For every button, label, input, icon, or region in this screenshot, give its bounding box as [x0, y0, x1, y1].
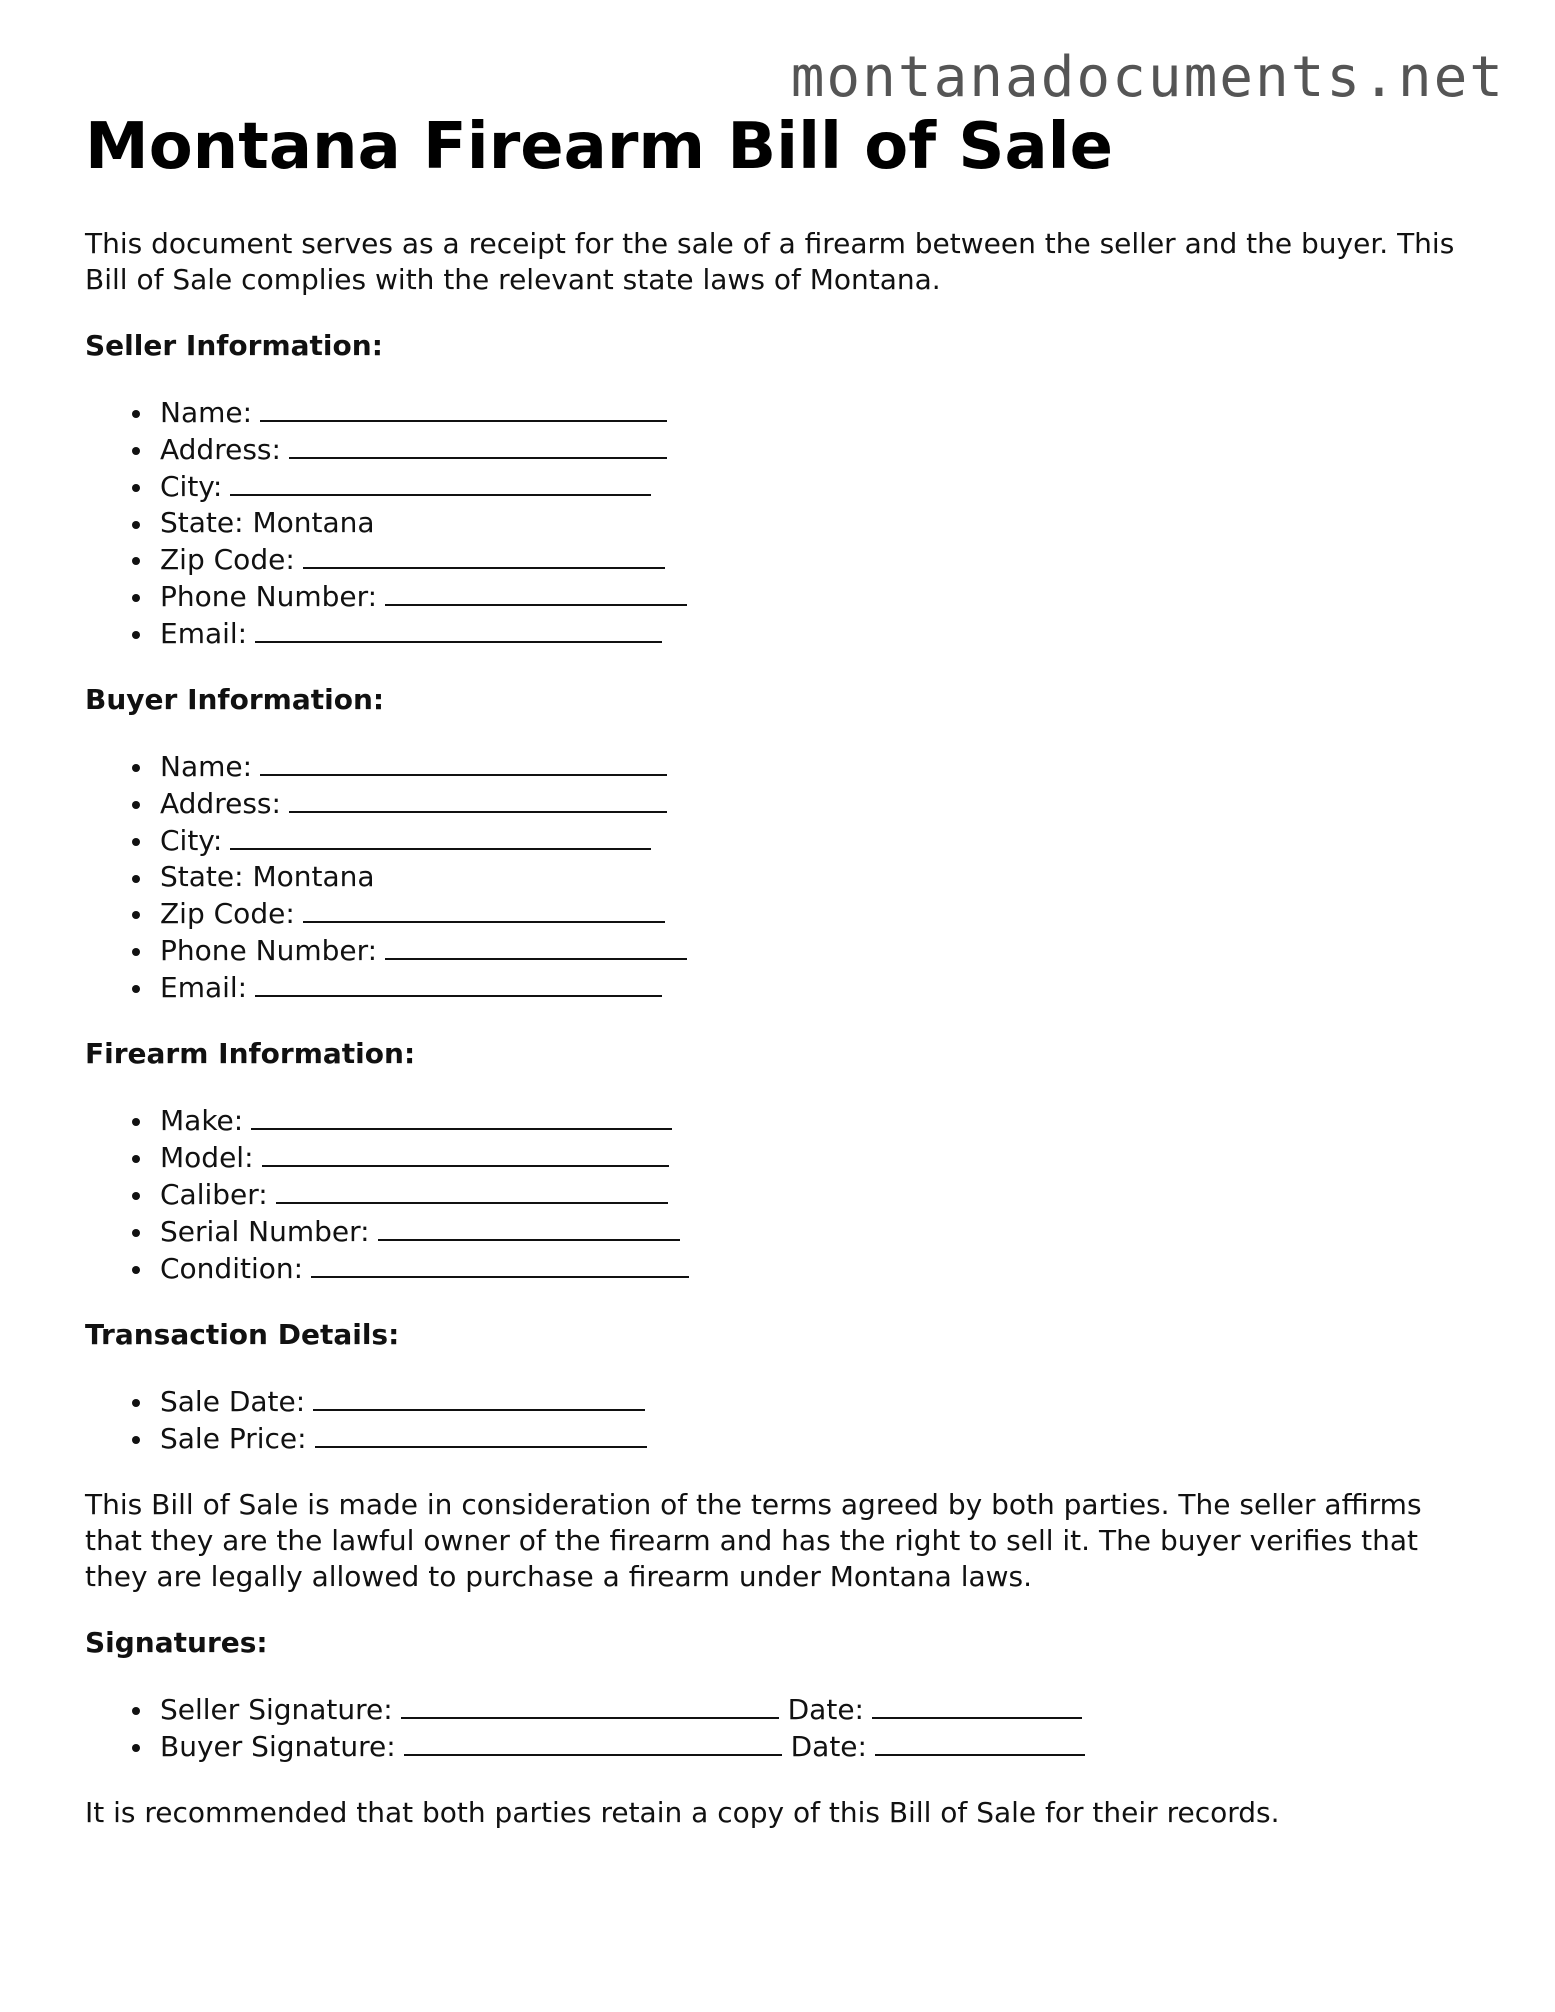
buyer-name-field[interactable] — [260, 748, 667, 776]
seller-state-item — [160, 505, 1485, 541]
buyer-signature-item — [160, 1728, 1485, 1765]
seller-email-item — [160, 615, 1485, 652]
buyer-date-field[interactable] — [875, 1728, 1085, 1756]
firearm-model-item — [160, 1139, 1485, 1176]
document-body — [85, 108, 1485, 1831]
firearm-condition-field[interactable] — [311, 1250, 689, 1278]
seller-zip-item — [160, 541, 1485, 578]
buyer-email-item — [160, 969, 1485, 1006]
seller-state-label: State: Montana — [160, 506, 375, 539]
firearm-condition-label: Condition: — [160, 1252, 304, 1285]
transaction-list — [85, 1383, 1485, 1457]
firearm-caliber-item — [160, 1176, 1485, 1213]
seller-address-label: Address: — [160, 433, 281, 466]
sale-date-item — [160, 1383, 1485, 1420]
buyer-city-field[interactable] — [230, 822, 651, 850]
seller-date-field[interactable] — [872, 1691, 1082, 1719]
buyer-phone-item — [160, 932, 1485, 969]
sale-date-label: Sale Date: — [160, 1385, 306, 1418]
seller-city-field[interactable] — [230, 468, 651, 496]
buyer-address-item — [160, 785, 1485, 822]
firearm-serial-field[interactable] — [378, 1213, 680, 1241]
sale-price-field[interactable] — [315, 1420, 647, 1448]
seller-signature-label: Seller Signature: — [160, 1693, 393, 1726]
firearm-make-item — [160, 1102, 1485, 1139]
sale-price-label: Sale Price: — [160, 1422, 307, 1455]
seller-phone-label: Phone Number: — [160, 580, 378, 613]
firearm-serial-label: Serial Number: — [160, 1215, 370, 1248]
seller-city-label: City: — [160, 470, 223, 503]
seller-name-label: Name: — [160, 396, 253, 429]
seller-address-item — [160, 431, 1485, 468]
signatures-list — [85, 1691, 1485, 1765]
buyer-address-field[interactable] — [289, 785, 667, 813]
buyer-signature-field[interactable] — [404, 1728, 782, 1756]
seller-date-label: Date: — [787, 1693, 864, 1726]
buyer-phone-label: Phone Number: — [160, 934, 378, 967]
firearm-caliber-field[interactable] — [276, 1176, 668, 1204]
seller-phone-item — [160, 578, 1485, 615]
sale-price-item — [160, 1420, 1485, 1457]
seller-city-item — [160, 468, 1485, 505]
seller-address-field[interactable] — [289, 431, 667, 459]
firearm-make-field[interactable] — [251, 1102, 672, 1130]
buyer-email-label: Email: — [160, 971, 248, 1004]
transaction-heading: Transaction Details: — [85, 1318, 400, 1351]
buyer-state-label: State: Montana — [160, 860, 375, 893]
seller-zip-label: Zip Code: — [160, 543, 295, 576]
buyer-zip-item — [160, 895, 1485, 932]
firearm-list — [85, 1102, 1485, 1287]
firearm-heading: Firearm Information: — [85, 1037, 416, 1070]
sale-date-field[interactable] — [313, 1383, 645, 1411]
consideration-paragraph: This Bill of Sale is made in consideration of the terms agreed by both parties. The seller affirms that they are the lawful owner of the firearm and has the right to sell it. The buyer verifies that they are legally allowed to purchase a firearm under Montana laws. — [85, 1488, 1422, 1593]
buyer-address-label: Address: — [160, 787, 281, 820]
signatures-heading: Signatures: — [85, 1626, 268, 1659]
firearm-model-field[interactable] — [262, 1139, 669, 1167]
seller-signature-item — [160, 1691, 1485, 1728]
seller-list — [85, 394, 1485, 652]
watermark: montanadocuments.net — [790, 45, 1505, 110]
seller-signature-field[interactable] — [401, 1691, 779, 1719]
seller-heading: Seller Information: — [85, 329, 383, 362]
seller-email-field[interactable] — [255, 615, 662, 643]
buyer-zip-label: Zip Code: — [160, 897, 295, 930]
closing-paragraph: It is recommended that both parties retain a copy of this Bill of Sale for their records. — [85, 1796, 1280, 1829]
firearm-model-label: Model: — [160, 1141, 254, 1174]
intro-paragraph: This document serves as a receipt for the sale of a firearm between the seller and the buyer. This Bill of Sale complies with the relevant state laws of Montana. — [85, 227, 1455, 296]
buyer-city-item — [160, 822, 1485, 859]
firearm-make-label: Make: — [160, 1104, 244, 1137]
buyer-heading: Buyer Information: — [85, 683, 385, 716]
firearm-condition-item — [160, 1250, 1485, 1287]
buyer-phone-field[interactable] — [385, 932, 687, 960]
buyer-date-label: Date: — [790, 1730, 867, 1763]
buyer-city-label: City: — [160, 824, 223, 857]
buyer-name-label: Name: — [160, 750, 253, 783]
buyer-email-field[interactable] — [255, 969, 662, 997]
buyer-signature-label: Buyer Signature: — [160, 1730, 396, 1763]
seller-email-label: Email: — [160, 617, 248, 650]
buyer-name-item — [160, 748, 1485, 785]
firearm-caliber-label: Caliber: — [160, 1178, 268, 1211]
buyer-list — [85, 748, 1485, 1006]
buyer-zip-field[interactable] — [303, 895, 665, 923]
seller-name-item — [160, 394, 1485, 431]
buyer-state-item — [160, 859, 1485, 895]
seller-zip-field[interactable] — [303, 541, 665, 569]
page-title: Montana Firearm Bill of Sale — [85, 110, 1113, 184]
firearm-serial-item — [160, 1213, 1485, 1250]
seller-phone-field[interactable] — [385, 578, 687, 606]
seller-name-field[interactable] — [260, 394, 667, 422]
